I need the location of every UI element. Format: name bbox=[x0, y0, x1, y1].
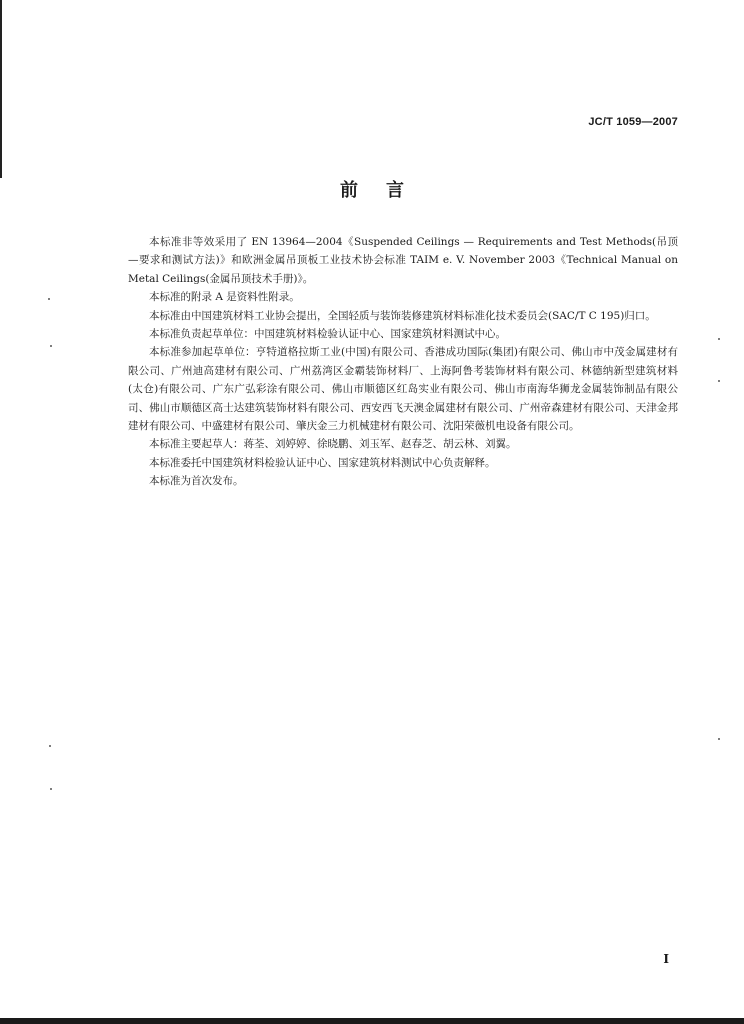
page-title: 前言 bbox=[340, 180, 432, 201]
scan-speck bbox=[718, 380, 720, 382]
scan-left-edge-rule bbox=[0, 0, 2, 178]
paragraph-main-drafters: 本标准主要起草人：蒋荃、刘婷婷、徐晓鹏、刘玉军、赵春芝、胡云林、刘翼。 bbox=[149, 438, 517, 451]
paragraph-interpretation: 本标准委托中国建筑材料检验认证中心、国家建筑材料测试中心负责解释。 bbox=[149, 456, 496, 469]
page-number: I bbox=[663, 952, 669, 966]
paragraph-adoption: 本标准非等效采用了 EN 13964—2004《Suspended Ceilings — Requirements and Test Methods(吊顶—要求和测试方法)》和欧洲金属吊顶板工业技术协会标准 TAIM e. V. November 2003《Technical Manual on Metal Ceilings(金属吊顶技术手册)》。 bbox=[128, 236, 678, 285]
scan-bottom-edge-rule bbox=[0, 1018, 744, 1024]
scan-speck bbox=[718, 338, 720, 340]
standard-code: JC/T 1059—2007 bbox=[588, 116, 678, 128]
paragraph-proposer: 本标准由中国建筑材料工业协会提出，全国轻质与装饰装修建筑材料标准化技术委员会(SAC/T C 195)归口。 bbox=[149, 309, 656, 322]
scan-speck bbox=[49, 745, 51, 747]
paragraph-appendix: 本标准的附录 A 是资料性附录。 bbox=[149, 291, 300, 304]
paragraph-participating-drafters: 本标准参加起草单位：亨特道格拉斯工业(中国)有限公司、香港成功国际(集团)有限公司、佛山市中茂金属建材有限公司、广州迪高建材有限公司、广州荔湾区金霸装饰材料厂、上海阿鲁考装饰材料有限公司、林德纳新型建筑材料(太仓)有限公司、广东广弘彩涂有限公司、佛山市顺德区红岛实业有限公司、佛山市南海华狮龙金属装饰制品有限公司、佛山市顺德区高士达建筑装饰材料有限公司、西安西飞天澳金属建材有限公司、广州帝森建材有限公司、天津金邦建材有限公司、中盛建材有限公司、肇庆金三力机械建材有限公司、沈阳荣薇机电设备有限公司。 bbox=[128, 346, 678, 433]
scan-speck bbox=[50, 345, 52, 347]
paragraph-first-release: 本标准为首次发布。 bbox=[149, 475, 244, 488]
foreword-body bbox=[128, 233, 678, 491]
scan-speck bbox=[48, 298, 50, 300]
paragraph-lead-drafter: 本标准负责起草单位：中国建筑材料检验认证中心、国家建筑材料测试中心。 bbox=[149, 328, 506, 341]
scan-speck bbox=[50, 788, 52, 790]
scan-speck bbox=[718, 738, 720, 740]
